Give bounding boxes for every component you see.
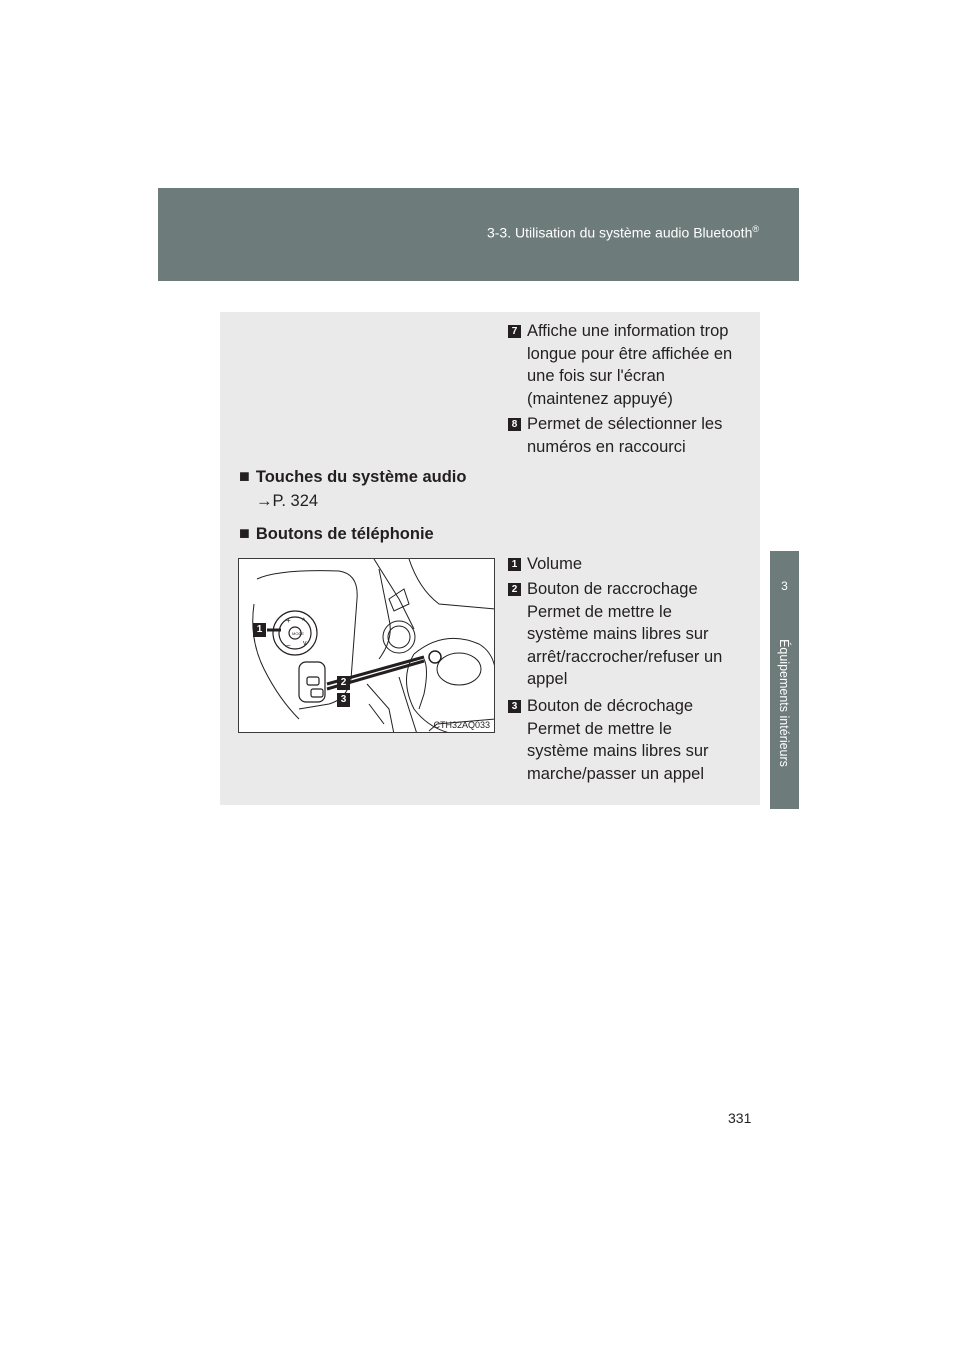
list-item-8: [508, 413, 738, 458]
chapter-label: Équipements intérieurs: [777, 639, 791, 767]
svg-text:v: v: [303, 640, 307, 647]
heading-phone-buttons: ■ Boutons de téléphonie: [239, 523, 434, 543]
svg-text:+: +: [286, 616, 291, 625]
page-reference-link[interactable]: →P. 324: [256, 492, 319, 510]
chapter-side-tab: [770, 551, 799, 809]
square-bullet-icon: ■: [239, 466, 250, 486]
section-title: 3-3. Utilisation du système audio Bluetooth®: [486, 224, 759, 241]
item-description: Permet de sélectionner les numéros en raccourci: [527, 415, 723, 456]
section-header-band: [158, 188, 799, 281]
square-bullet-icon: ■: [239, 523, 250, 543]
item-number-badge: 2: [508, 583, 521, 596]
callout-1: 1: [253, 623, 266, 637]
callout-3: 3: [337, 693, 350, 707]
item-number-badge: 7: [508, 325, 521, 338]
item-number-badge: 8: [508, 418, 521, 431]
mode-label: MODE: [292, 631, 304, 636]
figure-code: CTH32AQ033: [433, 720, 490, 730]
item-number-badge: 1: [508, 558, 521, 571]
item-description: Volume: [527, 555, 583, 573]
svg-text:^: ^: [302, 618, 306, 625]
list-item-hang-up: [508, 578, 738, 691]
heading-audio-keys: ■ Touches du système audio: [239, 466, 467, 486]
list-item-7: [508, 320, 738, 410]
list-item-volume: [508, 553, 738, 576]
chapter-number: 3: [781, 579, 788, 593]
svg-text:−: −: [286, 641, 291, 650]
callout-2: 2: [337, 676, 350, 690]
item-description: Bouton de décrochage Permet de mettre le système mains libres sur marche/passer un appel: [527, 697, 709, 783]
item-description: Bouton de raccrochage Permet de mettre le système mains libres sur arrêt/raccrocher/refuser un appel: [527, 580, 723, 688]
steering-wheel-illustration: [238, 558, 495, 733]
item-number-badge: 3: [508, 700, 521, 713]
page-number: 331: [728, 1110, 752, 1126]
item-description: Affiche une information trop longue pour être affichée en une fois sur l'écran (maintenez appuyé): [527, 322, 733, 408]
list-item-pick-up: [508, 695, 738, 785]
steering-wheel-drawing: [239, 559, 495, 733]
